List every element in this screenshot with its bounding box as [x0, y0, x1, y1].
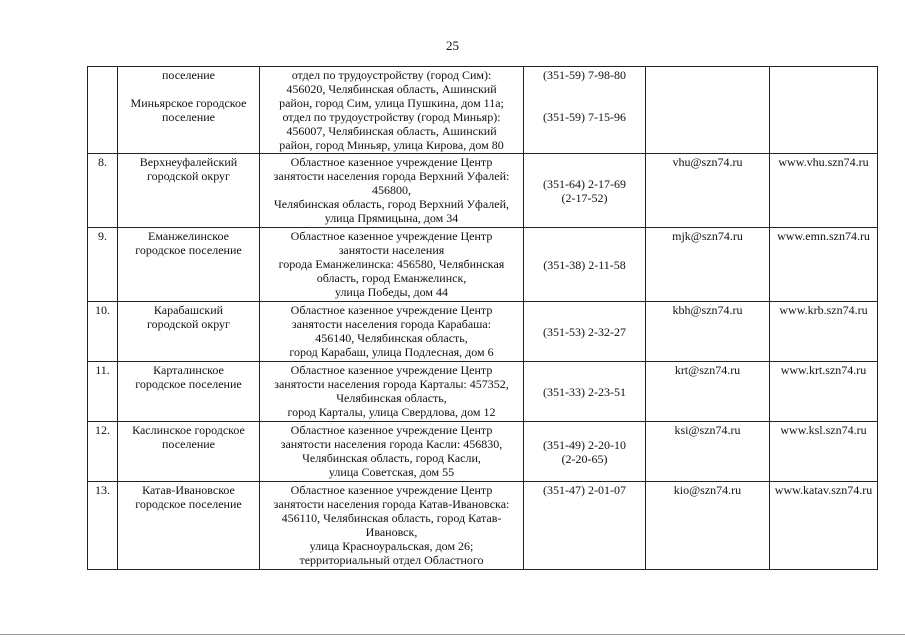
address-line: занятости населения — [338, 243, 445, 257]
website-cell: www.ksl.szn74.ru — [770, 422, 878, 482]
address-line: улица Прямицына, дом 34 — [324, 211, 459, 225]
website-cell: www.krb.szn74.ru — [770, 302, 878, 362]
municipality-name-line: Катав-Ивановское — [142, 483, 235, 497]
municipality-cell — [118, 67, 260, 154]
table-row — [88, 302, 878, 362]
phone-cell — [524, 362, 646, 422]
address-line: область, город Еманжелинск, — [316, 271, 467, 285]
row-number: 10. — [88, 302, 118, 362]
table-row — [88, 154, 878, 228]
address-line: Челябинская область, город Верхний Уфалей, — [274, 197, 509, 211]
municipality-name-line: Каслинское городское — [132, 423, 245, 437]
address-line: улица Победы, дом 44 — [334, 285, 449, 299]
row-number: 11. — [88, 362, 118, 422]
website-cell — [770, 67, 878, 154]
address-line: занятости населения города Карталы: 457352, — [274, 377, 509, 391]
phone-cell — [524, 422, 646, 482]
email-cell: kbh@szn74.ru — [646, 302, 770, 362]
page-number: 25 — [446, 38, 459, 53]
municipality-cell — [118, 362, 260, 422]
website-cell: www.krt.szn74.ru — [770, 362, 878, 422]
table-row — [88, 482, 878, 570]
website-cell: www.emn.szn74.ru — [770, 228, 878, 302]
phone-number: (351-33) 2-23-51 — [543, 384, 626, 399]
address-line: 456140, Челябинская область, — [315, 331, 468, 345]
address-line: Областное казенное учреждение Центр — [290, 155, 493, 169]
municipality-cell — [118, 302, 260, 362]
address-cell — [260, 482, 524, 570]
address-line: Областное казенное учреждение Центр — [290, 423, 493, 437]
phone-number: (2-17-52) — [561, 190, 608, 205]
address-line: Областное казенное учреждение Центр — [290, 483, 493, 497]
municipality-name-line: городской округ — [147, 317, 230, 331]
address-line: Ивановск, — [365, 525, 418, 539]
phone-number: (351-59) 7-98-80 — [543, 68, 626, 82]
address-line: 456020, Челябинская область, Ашинский — [286, 82, 497, 96]
address-cell — [260, 302, 524, 362]
municipality-cell — [118, 422, 260, 482]
address-line: 456110, Челябинская область, город Катав- — [281, 511, 502, 525]
municipality-cell — [118, 482, 260, 570]
address-line: занятости населения города Карабаша: — [291, 317, 492, 331]
address-line: Областное казенное учреждение Центр — [290, 229, 493, 243]
page-bottom-rule — [0, 634, 905, 635]
table-row — [88, 422, 878, 482]
email-cell: ksi@szn74.ru — [646, 422, 770, 482]
municipality-name-line: Карталинское — [153, 363, 224, 377]
website-cell: www.katav.szn74.ru — [770, 482, 878, 570]
address-cell — [260, 67, 524, 154]
phone-cell — [524, 482, 646, 570]
municipality-cell — [118, 228, 260, 302]
municipality-name-line: городской округ — [147, 169, 230, 183]
employment-centers-table — [87, 66, 878, 570]
row-number: 9. — [88, 228, 118, 302]
address-line: Областное казенное учреждение Центр — [290, 303, 493, 317]
address-line: город Карталы, улица Свердлова, дом 12 — [287, 405, 496, 419]
website-cell: www.vhu.szn74.ru — [770, 154, 878, 228]
email-cell: kio@szn74.ru — [646, 482, 770, 570]
municipality-name-line: Еманжелинское — [148, 229, 229, 243]
municipality-name-line: Миньярское городское — [130, 96, 247, 110]
phone-cell — [524, 302, 646, 362]
row-number: 8. — [88, 154, 118, 228]
address-line: Челябинская область, — [336, 391, 447, 405]
phone-cell — [524, 228, 646, 302]
address-line: Челябинская область, город Касли, — [302, 451, 481, 465]
address-line: занятости населения города Касли: 456830, — [280, 437, 503, 451]
address-line: улица Советская, дом 55 — [328, 465, 455, 479]
municipality-name-line: Карабашский — [153, 303, 224, 317]
address-line: Областное казенное учреждение Центр — [290, 363, 493, 377]
phone-cell — [524, 67, 646, 154]
address-cell — [260, 362, 524, 422]
address-line: район, город Сим, улица Пушкина, дом 11а; — [279, 96, 504, 110]
address-line: город Карабаш, улица Подлесная, дом 6 — [289, 345, 494, 359]
address-line: территориальный отдел Областного — [299, 553, 484, 567]
address-line: улица Красноуральская, дом 26; — [309, 539, 474, 553]
table-row — [88, 228, 878, 302]
address-line: занятости населения города Верхний Уфалей: — [273, 169, 510, 183]
email-cell: mjk@szn74.ru — [646, 228, 770, 302]
address-line: район, город Миньяр, улица Кирова, дом 80 — [279, 138, 504, 152]
email-cell — [646, 67, 770, 154]
row-number: 13. — [88, 482, 118, 570]
phone-number: (351-49) 2-20-10 — [543, 437, 626, 452]
address-cell — [260, 422, 524, 482]
municipality-cell — [118, 154, 260, 228]
municipality-name-line: городское поселение — [135, 497, 242, 511]
phone-number: (351-53) 2-32-27 — [543, 324, 626, 339]
address-line: занятости населения города Катав-Ивановска: — [273, 497, 510, 511]
phone-number: (2-20-65) — [561, 451, 608, 466]
municipality-name-line: поселение — [161, 110, 215, 124]
address-line: 456007, Челябинская область, Ашинский — [286, 124, 497, 138]
address-cell — [260, 228, 524, 302]
address-line: отдел по трудоустройству (город Сим): — [291, 68, 492, 82]
address-line: отдел по трудоустройству (город Миньяр): — [282, 110, 501, 124]
table-row — [88, 362, 878, 422]
municipality-name-line: городское поселение — [135, 377, 242, 391]
table-row — [88, 67, 878, 154]
municipality-name-line: Верхнеуфалейский — [139, 155, 238, 169]
phone-number: (351-59) 7-15-96 — [543, 110, 626, 124]
phone-cell — [524, 154, 646, 228]
row-number: 12. — [88, 422, 118, 482]
municipality-name-line: городское поселение — [135, 243, 242, 257]
phone-number: (351-38) 2-11-58 — [543, 257, 626, 272]
email-cell: krt@szn74.ru — [646, 362, 770, 422]
municipality-name-line: поселение — [161, 68, 215, 82]
phone-number: (351-47) 2-01-07 — [543, 483, 626, 497]
municipality-name-line: поселение — [161, 437, 215, 451]
address-line: города Еманжелинска: 456580, Челябинская — [278, 257, 505, 271]
email-cell: vhu@szn74.ru — [646, 154, 770, 228]
address-line: 456800, — [372, 183, 411, 197]
phone-number: (351-64) 2-17-69 — [543, 176, 626, 191]
row-number — [88, 67, 118, 154]
address-cell — [260, 154, 524, 228]
